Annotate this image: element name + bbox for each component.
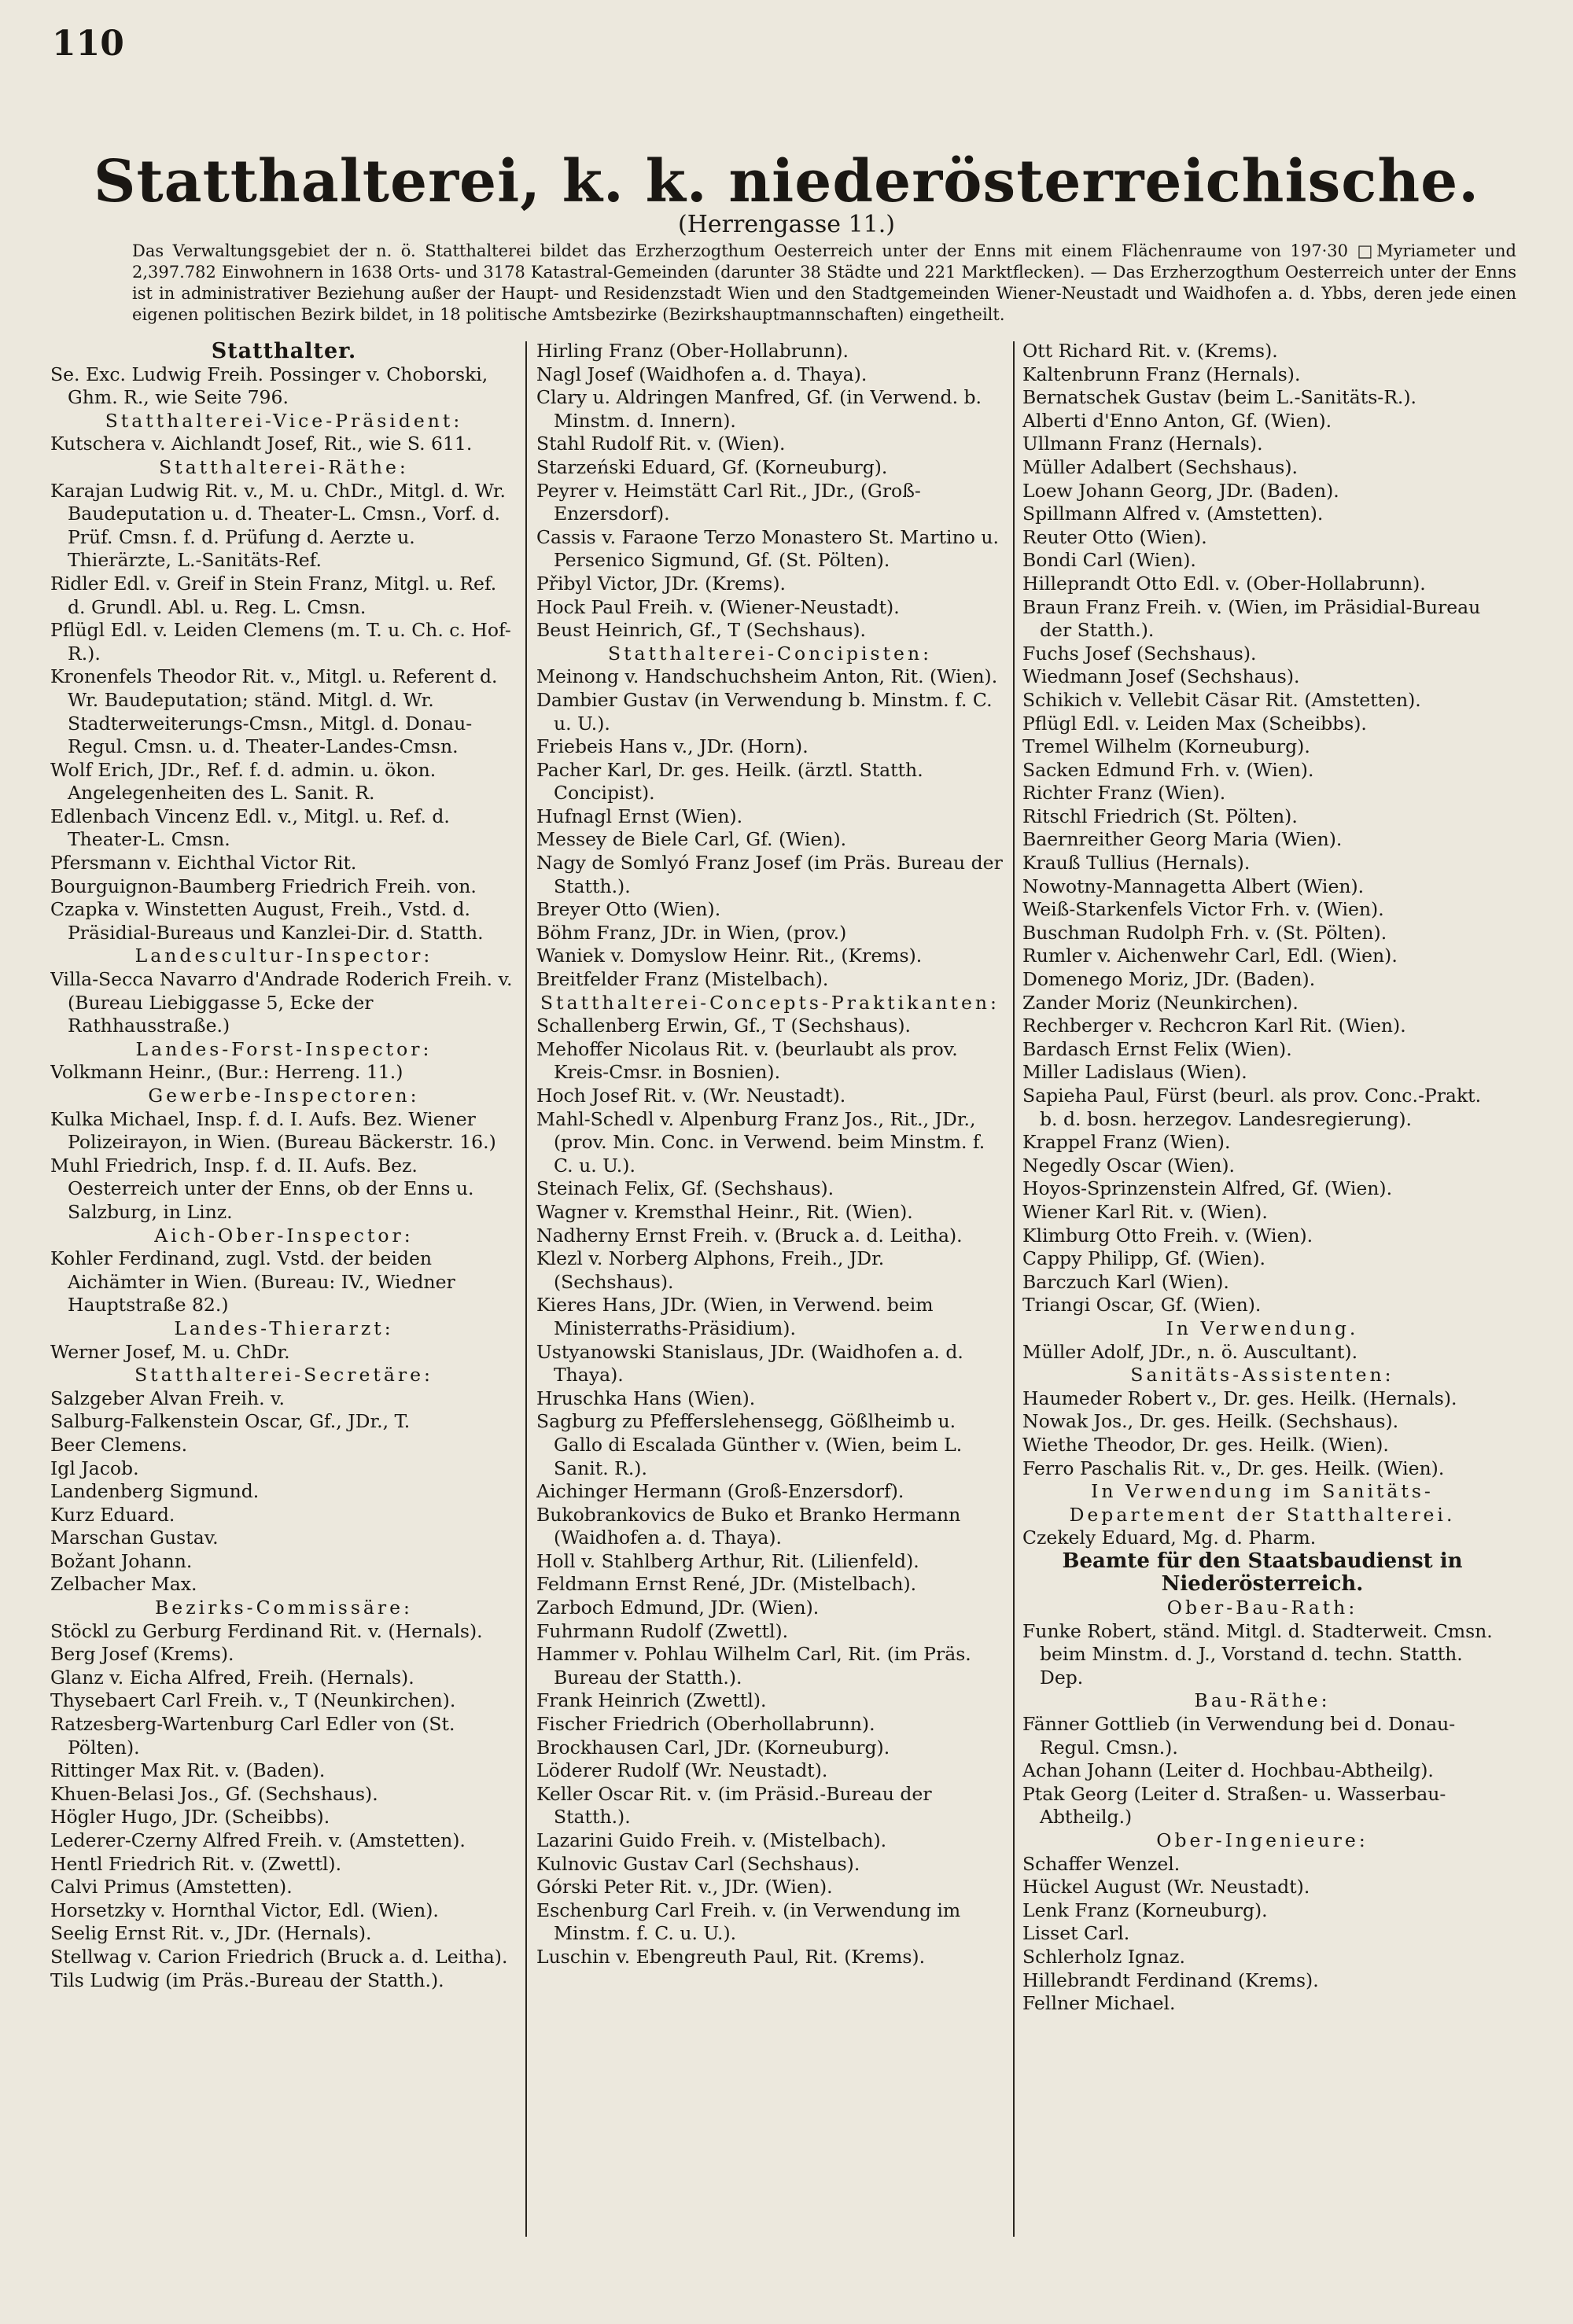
directory-entry: Meinong v. Handschuchsheim Anton, Rit. (Wien). (536, 665, 998, 688)
directory-entry: Starzeński Eduard, Gf. (Korneuburg). (536, 455, 888, 478)
directory-entry: Aichinger Hermann (Groß-Enzersdorf). (536, 1480, 904, 1503)
directory-entry: Bourguignon-Baumberg Friedrich Freih. von. (50, 875, 477, 897)
directory-entry: Seelig Ernst Rit. v., JDr. (Hernals). (50, 1922, 372, 1945)
directory-entry: Khuen-Belasi Jos., Gf. (Sechshaus). (50, 1782, 378, 1805)
directory-entry: Wiethe Theodor, Dr. ges. Heilk. (Wien). (1022, 1433, 1389, 1456)
directory-entry: Hoch Josef Rit. v. (Wr. Neustadt). (536, 1085, 846, 1107)
directory-entry: Clary u. Aldringen Manfred, Gf. (in Verwend. b. Minstm. d. Innern). (536, 386, 982, 432)
directory-entry: Hirling Franz (Ober-Hollabrunn). (536, 340, 849, 362)
directory-entry: Hillebrandt Ferdinand (Krems). (1022, 1969, 1319, 1991)
section-heading: Ober-Bau-Rath: (1166, 1597, 1358, 1619)
section-heading: Aich-Ober-Inspector: (154, 1224, 414, 1247)
column-divider (525, 341, 527, 2237)
directory-entry: Přibyl Victor, JDr. (Krems). (536, 572, 786, 595)
directory-entry: Kulnovic Gustav Carl (Sechshaus). (536, 1852, 860, 1875)
directory-entry: Pacher Karl, Dr. ges. Heilk. (ärztl. Statth. Concipist). (536, 758, 923, 805)
directory-entry: Calvi Primus (Amstetten). (50, 1876, 293, 1899)
directory-entry: Kieres Hans, JDr. (Wien, in Verwend. beim Ministerraths-Präsidium). (536, 1294, 934, 1339)
directory-entry: Loew Johann Georg, JDr. (Baden). (1022, 479, 1339, 502)
section-title: Statthalter. (211, 340, 357, 363)
directory-entry: Zander Moriz (Neunkirchen). (1022, 991, 1299, 1014)
directory-entry: Klimburg Otto Freih. v. (Wien). (1022, 1224, 1313, 1247)
directory-entry: Dambier Gustav (in Verwendung b. Minstm. f. C. u. U.). (536, 688, 993, 735)
directory-entry: Müller Adolf, JDr., n. ö. Auscultant). (1022, 1340, 1358, 1363)
section-heading: Statthalterei-Räthe: (159, 455, 409, 478)
directory-entry: Božant Johann. (50, 1549, 193, 1572)
directory-entry: Kulka Michael, Insp. f. d. I. Aufs. Bez. Wiener Polizeirayon, in Wien. (Bureau Bäckerstr. 16.) (50, 1107, 496, 1154)
directory-entry: Schaffer Wenzel. (1022, 1852, 1181, 1875)
column-middle (536, 340, 1004, 2243)
directory-entry: Sacken Edmund Frh. v. (Wien). (1022, 758, 1314, 781)
directory-entry: Funke Robert, ständ. Mitgl. d. Stadterweit. Cmsn. beim Minstm. d. J., Vorstand d. techn. Statth. Dep. (1022, 1619, 1493, 1689)
directory-entry: Hock Paul Freih. v. (Wiener-Neustadt). (536, 595, 900, 618)
directory-entry: Lenk Franz (Korneuburg). (1022, 1899, 1268, 1921)
directory-entry: Fuchs Josef (Sechshaus). (1022, 642, 1257, 665)
section-heading: Statthalterei-Secretäre: (134, 1364, 433, 1387)
directory-entry: Werner Josef, M. u. ChDr. (50, 1340, 290, 1363)
directory-entry: Górski Peter Rit. v., JDr. (Wien). (536, 1876, 833, 1899)
section-heading: Sanitäts-Assistenten: (1130, 1364, 1394, 1387)
directory-entry: Tils Ludwig (im Präs.-Bureau der Statth.). (50, 1969, 444, 1991)
directory-entry: Edlenbach Vincenz Edl. v., Mitgl. u. Ref. d. Theater-L. Cmsn. (50, 805, 450, 851)
page-title: Statthalterei, k. k. niederösterreichische. (94, 148, 1479, 215)
directory-entry: Hentl Friedrich Rit. v. (Zwettl). (50, 1852, 342, 1875)
section-heading: Statthalterei-Concipisten: (607, 642, 932, 665)
directory-entry: Cassis v. Faraone Terzo Monastero St. Martino u. Persenico Sigmund, Gf. (St. Pölten). (536, 525, 999, 572)
directory-entry: Ratzesberg-Wartenburg Carl Edler von (St. Pölten). (50, 1713, 455, 1759)
directory-entry: Berg Josef (Krems). (50, 1643, 234, 1666)
directory-entry: Kaltenbrunn Franz (Hernals). (1022, 363, 1301, 385)
directory-entry: Domenego Moriz, JDr. (Baden). (1022, 968, 1316, 991)
address-line: (Herrengasse 11.) (678, 211, 895, 238)
directory-entry: Kronenfels Theodor Rit. v., Mitgl. u. Referent d. Wr. Baudeputation; ständ. Mitgl. d. Wr. Stadterweiterungs-Cmsn., Mitgl. d. Donau-Regul. Cmsn. u. d. Theater-Landes-Cmsn. (50, 665, 498, 758)
directory-entry: Hoyos-Sprinzenstein Alfred, Gf. (Wien). (1022, 1177, 1393, 1200)
directory-entry: Fellner Michael. (1022, 1992, 1176, 2015)
directory-entry: Bernatschek Gustav (beim L.-Sanitäts-R.). (1022, 386, 1417, 409)
section-heading: Landescultur-Inspector: (134, 945, 433, 967)
section-heading: In Verwendung im Sanitäts-Departement der Statthalterei. (1069, 1480, 1456, 1526)
directory-entry: Schikich v. Vellebit Cäsar Rit. (Amstetten). (1022, 688, 1421, 711)
directory-entry: Wiedmann Josef (Sechshaus). (1022, 665, 1300, 688)
directory-entry: Kohler Ferdinand, zugl. Vstd. der beiden Aichämter in Wien. (Bureau: IV., Wiedner Hauptstraße 82.) (50, 1247, 455, 1317)
directory-entry: Ullmann Franz (Hernals). (1022, 433, 1263, 455)
directory-entry: Schlerholz Ignaz. (1022, 1945, 1186, 1968)
directory-entry: Nowotny-Mannagetta Albert (Wien). (1022, 875, 1365, 897)
directory-entry: Pflügl Edl. v. Leiden Max (Scheibbs). (1022, 712, 1367, 735)
directory-entry: Reuter Otto (Wien). (1022, 525, 1207, 548)
directory-entry: Wiener Karl Rit. v. (Wien). (1022, 1200, 1268, 1223)
directory-entry: Landenberg Sigmund. (50, 1480, 260, 1503)
directory-entry: Breyer Otto (Wien). (536, 898, 721, 921)
section-heading: Statthalterei-Vice-Präsident: (105, 409, 463, 432)
directory-entry: Ferro Paschalis Rit. v., Dr. ges. Heilk. (Wien). (1022, 1457, 1445, 1479)
directory-entry: Ridler Edl. v. Greif in Stein Franz, Mitgl. u. Ref. d. Grundl. Abl. u. Reg. L. Cmsn. (50, 572, 497, 618)
directory-entry: Baernreither Georg Maria (Wien). (1022, 828, 1343, 851)
directory-entry: Haumeder Robert v., Dr. ges. Heilk. (Hernals). (1022, 1387, 1457, 1409)
section-heading: Ober-Ingenieure: (1156, 1829, 1369, 1851)
directory-entry: Hückel August (Wr. Neustadt). (1022, 1876, 1310, 1899)
directory-entry: Wagner v. Kremsthal Heinr., Rit. (Wien). (536, 1200, 913, 1223)
section-heading: Bezirks-Commissäre: (155, 1597, 413, 1619)
directory-entry: Wolf Erich, JDr., Ref. f. d. admin. u. ökon. Angelegenheiten des L. Sanit. R. (50, 758, 437, 805)
directory-entry: Feldmann Ernst René, JDr. (Mistelbach). (536, 1573, 917, 1596)
directory-entry: Klezl v. Norberg Alphons, Freih., JDr. (Sechshaus). (536, 1247, 885, 1293)
column-divider (1013, 341, 1015, 2237)
directory-entry: Hammer v. Pohlau Wilhelm Carl, Rit. (im Präs. Bureau der Statth.). (536, 1643, 971, 1689)
directory-entry: Buschman Rudolph Frh. v. (St. Pölten). (1022, 921, 1387, 944)
directory-entry: Mahl-Schedl v. Alpenburg Franz Jos., Rit., JDr., (prov. Min. Conc. in Verwend. beim Minstm. f. C. u. U.). (536, 1107, 985, 1177)
directory-entry: Brockhausen Carl, JDr. (Korneuburg). (536, 1736, 890, 1759)
section-heading: In Verwendung. (1166, 1317, 1359, 1339)
section-heading: Landes-Forst-Inspector: (135, 1037, 433, 1060)
directory-entry: Messey de Biele Carl, Gf. (Wien). (536, 828, 847, 851)
intro-paragraph: Das Verwaltungsgebiet der n. ö. Statthalterei bildet das Erzherzogthum Oesterreich unter der Enns mit einem Flächenraume von 197·30 □Myriameter und 2,397.782 Einwohnern in 1638 Orts- und 3178 Katastral-Gemeinden (darunter 38 Städte und 221 Marktflecken). — Das Erzherzogthum Oesterreich unter der Enns ist in administrativer Beziehung außer der Haupt- und Residenzstadt Wien und den Stadtgemeinden Wiener-Neustadt und Waidhofen a. d. Ybbs, deren jede einen eigenen politischen Bezirk bildet, in 18 politische Amtsbezirke (Bezirkshauptmannschaften) eingetheilt. (132, 241, 1516, 324)
directory-entry: Villa-Secca Navarro d'Andrade Roderich Freih. v. (Bureau Liebiggasse 5, Ecke der Rathhausstraße.) (50, 968, 513, 1037)
directory-entry: Negedly Oscar (Wien). (1022, 1154, 1236, 1177)
directory-entry: Cappy Philipp, Gf. (Wien). (1022, 1247, 1266, 1270)
directory-entry: Stöckl zu Gerburg Ferdinand Rit. v. (Hernals). (50, 1619, 483, 1642)
directory-entry: Salburg-Falkenstein Oscar, Gf., JDr., T. (50, 1410, 411, 1433)
directory-entry: Eschenburg Carl Freih. v. (in Verwendung im Minstm. f. C. u. U.). (536, 1899, 961, 1945)
directory-entry: Czekely Eduard, Mg. d. Pharm. (1022, 1527, 1317, 1549)
directory-entry: Spillmann Alfred v. (Amstetten). (1022, 503, 1324, 525)
directory-entry: Friebeis Hans v., JDr. (Horn). (536, 735, 809, 758)
directory-entry: Igl Jacob. (50, 1457, 139, 1479)
directory-entry: Fischer Friedrich (Oberhollabrunn). (536, 1713, 875, 1736)
directory-entry: Braun Franz Freih. v. (Wien, im Präsidial-Bureau der Statth.). (1022, 595, 1481, 642)
directory-entry: Stellwag v. Carion Friedrich (Bruck a. d. Leitha). (50, 1945, 508, 1968)
directory-entry: Hufnagl Ernst (Wien). (536, 805, 743, 827)
directory-entry: Keller Oscar Rit. v. (im Präsid.-Bureau der Statth.). (536, 1782, 932, 1829)
section-heading: Bau-Räthe: (1194, 1689, 1331, 1712)
directory-entry: Tremel Wilhelm (Korneuburg). (1022, 735, 1310, 758)
directory-entry: Karajan Ludwig Rit. v., M. u. ChDr., Mitgl. d. Wr. Baudeputation u. d. Theater-L. Cmsn., Vorf. d. Prüf. Cmsn. f. d. Prüfung d. Aerzte u. Thierärzte, L.-Sanitäts-Ref. (50, 479, 506, 572)
directory-entry: Högler Hugo, JDr. (Scheibbs). (50, 1806, 330, 1829)
directory-entry: Ustyanowski Stanislaus, JDr. (Waidhofen a. d. Thaya). (536, 1340, 963, 1387)
directory-entry: Breitfelder Franz (Mistelbach). (536, 968, 829, 991)
section-heading: Statthalterei-Concepts-Praktikanten: (540, 991, 1000, 1014)
directory-entry: Barczuch Karl (Wien). (1022, 1270, 1229, 1293)
directory-entry: Nagy de Somlyó Franz Josef (im Präs. Bureau der Statth.). (536, 852, 1003, 897)
directory-entry: Weiß-Starkenfels Victor Frh. v. (Wien). (1022, 898, 1384, 921)
directory-entry: Rumler v. Aichenwehr Carl, Edl. (Wien). (1022, 945, 1398, 967)
directory-entry: Czapka v. Winstetten August, Freih., Vstd. d. Präsidial-Bureaus und Kanzlei-Dir. d. Statth. (50, 898, 484, 944)
directory-entry: Muhl Friedrich, Insp. f. d. II. Aufs. Bez. Oesterreich unter der Enns, ob der Enns u. Salzburg, in Linz. (50, 1154, 474, 1223)
directory-entry: Stahl Rudolf Rit. v. (Wien). (536, 433, 786, 455)
directory-entry: Rittinger Max Rit. v. (Baden). (50, 1759, 326, 1782)
directory-entry: Hilleprandt Otto Edl. v. (Ober-Hollabrunn). (1022, 572, 1426, 595)
directory-entry: Zelbacher Max. (50, 1573, 197, 1596)
directory-entry: Ptak Georg (Leiter d. Straßen- u. Wasserbau-Abtheilg.) (1022, 1782, 1446, 1829)
directory-entry: Frank Heinrich (Zwettl). (536, 1689, 767, 1712)
directory-entry: Nadherny Ernst Freih. v. (Bruck a. d. Leitha). (536, 1224, 963, 1247)
directory-entry: Lazarini Guido Freih. v. (Mistelbach). (536, 1829, 887, 1851)
directory-entry: Zarboch Edmund, JDr. (Wien). (536, 1597, 820, 1619)
directory-entry: Fuhrmann Rudolf (Zwettl). (536, 1619, 789, 1642)
directory-entry: Salzgeber Alvan Freih. v. (50, 1387, 285, 1409)
directory-entry: Hruschka Hans (Wien). (536, 1387, 756, 1409)
directory-entry: Beer Clemens. (50, 1433, 188, 1456)
directory-entry: Pfersmann v. Eichthal Victor Rit. (50, 852, 357, 875)
directory-entry: Miller Ladislaus (Wien). (1022, 1061, 1247, 1084)
directory-entry: Se. Exc. Ludwig Freih. Possinger v. Choborski, Ghm. R., wie Seite 796. (50, 363, 488, 409)
column-left (50, 340, 518, 2243)
directory-entry: Kutschera v. Aichlandt Josef, Rit., wie S. 611. (50, 433, 473, 455)
directory-entry: Thysebaert Carl Freih. v., T (Neunkirchen). (50, 1689, 456, 1712)
directory-entry: Waniek v. Domyslow Heinr. Rit., (Krems). (536, 945, 923, 967)
section-heading: Landes-Thierarzt: (174, 1317, 394, 1339)
directory-entry: Bondi Carl (Wien). (1022, 549, 1196, 572)
directory-entry: Alberti d'Enno Anton, Gf. (Wien). (1022, 409, 1332, 432)
directory-entry: Bardasch Ernst Felix (Wien). (1022, 1037, 1292, 1060)
directory-entry: Krappel Franz (Wien). (1022, 1131, 1231, 1154)
directory-entry: Peyrer v. Heimstätt Carl Rit., JDr., (Groß-Enzersdorf). (536, 479, 921, 525)
directory-entry: Holl v. Stahlberg Arthur, Rit. (Lilienfeld). (536, 1549, 919, 1572)
directory-entry: Beust Heinrich, Gf., T (Sechshaus). (536, 619, 867, 642)
column-right (1022, 340, 1502, 2243)
directory-entry: Richter Franz (Wien). (1022, 782, 1226, 805)
section-heading: Gewerbe-Inspectoren: (148, 1085, 420, 1107)
directory-entry: Mehoffer Nicolaus Rit. v. (beurlaubt als prov. Kreis-Cmsr. in Bosnien). (536, 1037, 958, 1084)
directory-entry: Ritschl Friedrich (St. Pölten). (1022, 805, 1298, 827)
directory-entry: Ott Richard Rit. v. (Krems). (1022, 340, 1278, 362)
directory-entry: Glanz v. Eicha Alfred, Freih. (Hernals). (50, 1666, 414, 1689)
directory-entry: Krauß Tullius (Hernals). (1022, 852, 1251, 875)
directory-entry: Horsetzky v. Hornthal Victor, Edl. (Wien). (50, 1899, 439, 1921)
page-number: 110 (52, 24, 124, 64)
directory-entry: Marschan Gustav. (50, 1527, 219, 1549)
directory-entry: Löderer Rudolf (Wr. Neustadt). (536, 1759, 828, 1782)
directory-entry: Böhm Franz, JDr. in Wien, (prov.) (536, 921, 847, 944)
directory-entry: Nagl Josef (Waidhofen a. d. Thaya). (536, 363, 868, 385)
directory-entry: Steinach Felix, Gf. (Sechshaus). (536, 1177, 834, 1200)
directory-entry: Nowak Jos., Dr. ges. Heilk. (Sechshaus). (1022, 1410, 1399, 1433)
directory-entry: Schallenberg Erwin, Gf., T (Sechshaus). (536, 1015, 911, 1037)
directory-entry: Fänner Gottlieb (in Verwendung bei d. Donau-Regul. Cmsn.). (1022, 1713, 1456, 1759)
directory-entry: Lederer-Czerny Alfred Freih. v. (Amstetten). (50, 1829, 466, 1851)
directory-entry: Müller Adalbert (Sechshaus). (1022, 455, 1298, 478)
directory-entry: Pflügl Edl. v. Leiden Clemens (m. T. u. Ch. c. Hof-R.). (50, 619, 511, 665)
directory-entry: Rechberger v. Rechcron Karl Rit. (Wien). (1022, 1015, 1406, 1037)
directory-entry: Volkmann Heinr., (Bur.: Herreng. 11.) (50, 1061, 403, 1084)
directory-entry: Kurz Eduard. (50, 1503, 175, 1526)
directory-entry: Sapieha Paul, Fürst (beurl. als prov. Conc.-Prakt. b. d. bosn. herzegov. Landesregierung). (1022, 1085, 1482, 1130)
directory-entry: Luschin v. Ebengreuth Paul, Rit. (Krems). (536, 1945, 926, 1968)
section-title: Beamte für den Staatsbaudienst in Niederösterreich. (1062, 1549, 1463, 1597)
directory-entry: Bukobrankovics de Buko et Branko Hermann (Waidhofen a. d. Thaya). (536, 1503, 961, 1549)
directory-entry: Achan Johann (Leiter d. Hochbau-Abtheilg). (1022, 1759, 1434, 1782)
directory-entry: Sagburg zu Pfefferslehensegg, Gößlheimb u. Gallo di Escalada Günther v. (Wien, beim L. Sanit. R.). (536, 1410, 963, 1479)
directory-entry: Lisset Carl. (1022, 1922, 1130, 1945)
directory-entry: Triangi Oscar, Gf. (Wien). (1022, 1294, 1262, 1317)
